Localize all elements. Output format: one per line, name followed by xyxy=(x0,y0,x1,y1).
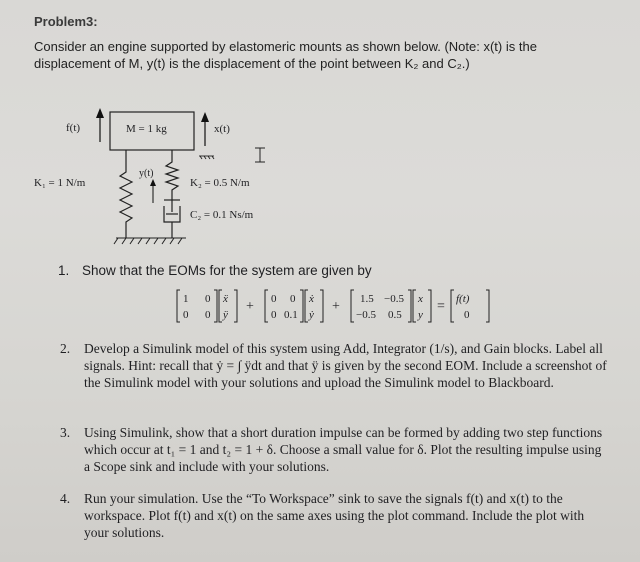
mount-diagram xyxy=(0,0,640,260)
k1-spring xyxy=(120,150,132,238)
k1-label: K₁ = 1 N/m xyxy=(34,177,86,189)
rhs-f: f(t) xyxy=(456,293,470,305)
problem-title: Problem3: xyxy=(34,14,98,29)
question-1-number: 1. xyxy=(58,263,70,278)
reference-ground xyxy=(199,156,214,159)
y-arrowhead xyxy=(150,179,156,186)
reference-marker xyxy=(255,148,265,162)
eom-equation xyxy=(150,284,550,330)
acc-vector-brackets xyxy=(219,290,237,322)
k12: −0.5 xyxy=(384,293,404,305)
question-2-number: 2. xyxy=(60,341,71,356)
equals: = xyxy=(437,299,445,314)
acc-y: ÿ xyxy=(223,309,228,321)
disp-x: x xyxy=(418,293,423,305)
m22: 0 xyxy=(205,309,211,321)
c11: 0 xyxy=(271,293,277,305)
c21: 0 xyxy=(271,309,277,321)
ground-hatch xyxy=(114,238,186,244)
k2-label: K₂ = 0.5 N/m xyxy=(190,177,250,189)
vel-x: ẋ xyxy=(309,293,314,305)
k21: −0.5 xyxy=(356,309,376,321)
c12: 0 xyxy=(290,293,296,305)
question-4-number: 4. xyxy=(60,491,71,506)
acc-x: ẍ xyxy=(223,293,228,305)
c2-damper xyxy=(164,200,180,238)
c2-label: C₂ = 0.1 Ns/m xyxy=(190,209,254,221)
k11: 1.5 xyxy=(360,293,374,305)
k22: 0.5 xyxy=(388,309,402,321)
mass-label: M = 1 kg xyxy=(126,123,167,135)
force-arrow xyxy=(96,108,104,142)
question-4-text: Run your simulation. Use the “To Workspace” sink to save the signals f(t) and x(t) to the workspace. Plot f(t) and x(t) on the same axes using the plot command. Include the plot with your solutions. xyxy=(84,491,585,540)
y-label: y(t) xyxy=(139,168,154,179)
rhs-zero: 0 xyxy=(464,309,470,321)
plus-1: + xyxy=(246,299,254,314)
question-1 xyxy=(58,262,602,279)
question-2-text: Develop a Simulink model of this system using Add, Integrator (1/s), and Gain blocks. Label all signals. Hint: recall that ẏ = ∫ ÿdt and that ÿ is given by the second EOM. Include a screenshot of the Simulink model with your solutions and upload the Simulink model to Blackboard. xyxy=(84,341,607,390)
x-label: x(t) xyxy=(214,123,230,135)
k2-spring xyxy=(166,150,178,200)
m11: 1 xyxy=(183,293,189,305)
m12: 0 xyxy=(205,293,211,305)
vel-vector-brackets xyxy=(305,290,323,322)
m21: 0 xyxy=(183,309,189,321)
question-2 xyxy=(60,340,610,391)
x-arrow xyxy=(201,112,209,146)
plus-2: + xyxy=(332,299,340,314)
vel-y: ẏ xyxy=(309,309,314,321)
disp-y: y xyxy=(418,309,423,321)
question-3-number: 3. xyxy=(60,425,71,440)
c22: 0.1 xyxy=(284,309,298,321)
question-1-text: Show that the EOMs for the system are given by xyxy=(82,263,372,278)
question-3 xyxy=(60,424,604,475)
problem-intro: Consider an engine supported by elastomeric mounts as shown below. (Note: x(t) is the displacement of M, y(t) is the displacement of the point between K₂ and C₂.) xyxy=(34,39,537,71)
question-4 xyxy=(60,490,608,541)
force-label: f(t) xyxy=(66,122,81,134)
question-3-text: Using Simulink, show that a short duration impulse can be formed by adding two step functions which occur at t₁ = 1 and t₂ = 1 + δ. Choose a small value for δ. Plot the resulting impulse using a Scope sink and include with your solutions. xyxy=(84,425,603,474)
